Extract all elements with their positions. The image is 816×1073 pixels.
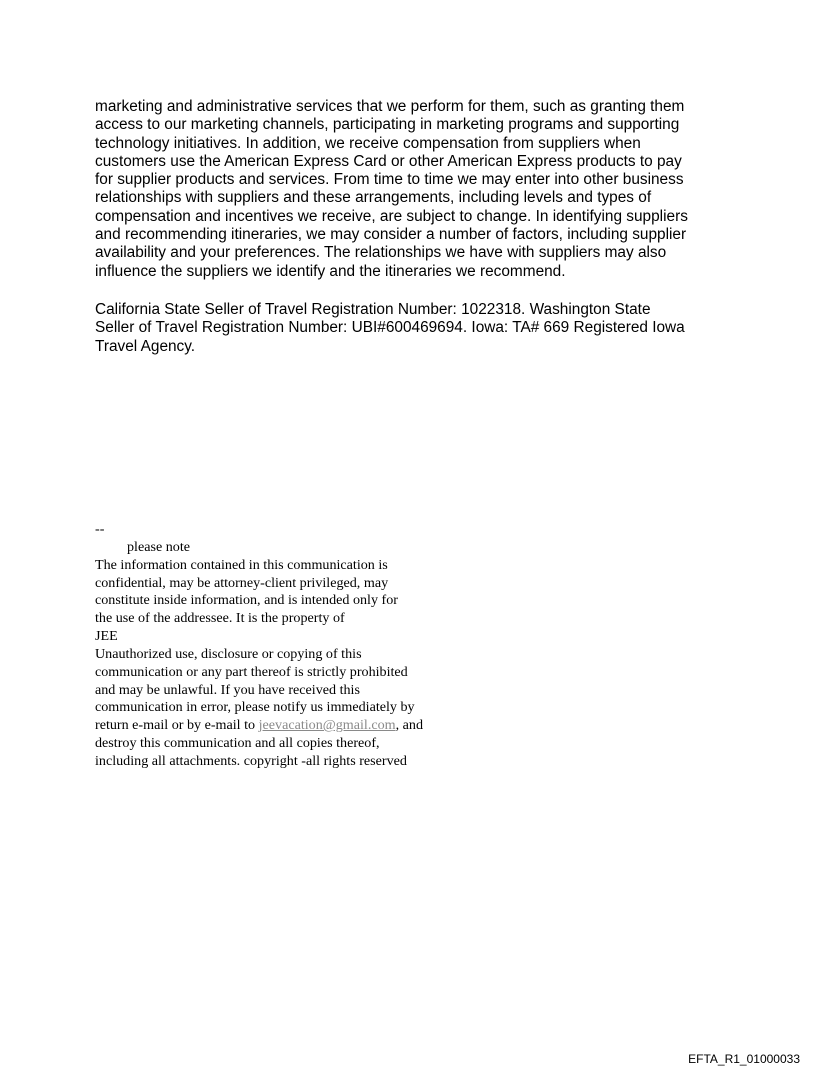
- notice-line: JEE: [95, 628, 118, 645]
- email-line-prefix: return e-mail or by e-mail to: [95, 717, 259, 734]
- paragraph-line: for supplier products and services. From time to time we may enter into other business: [95, 171, 684, 189]
- paragraph-line: Travel Agency.: [95, 337, 196, 355]
- notice-line: communication or any part thereof is strictly prohibited: [95, 663, 408, 680]
- notice-line: constitute inside information, and is intended only for: [95, 592, 398, 609]
- paragraph-line: customers use the American Express Card or other American Express products to pay: [95, 152, 682, 170]
- notice-heading: please note: [127, 538, 191, 555]
- paragraph-line: California State Seller of Travel Registration Number: 1022318. Washington State: [95, 301, 651, 318]
- notice-line: and may be unlawful. If you have received this: [95, 681, 360, 698]
- paragraph-line: influence the suppliers we identify and the itineraries we recommend.: [95, 262, 566, 280]
- email-link[interactable]: jeevacation@gmail.com: [258, 717, 396, 734]
- paragraph-line: technology initiatives. In addition, we receive compensation from suppliers when: [95, 134, 641, 152]
- disclosure-paragraph: [95, 98, 745, 281]
- notice-line: destroy this communication and all copies thereof,: [95, 735, 380, 752]
- paragraph-line: and recommending itineraries, we may consider a number of factors, including supplier: [95, 226, 687, 244]
- notice-line: the use of the addressee. It is the property of: [95, 610, 345, 627]
- paragraph-line: marketing and administrative services that we perform for them, such as granting them: [95, 98, 685, 115]
- signature-separator: --: [95, 521, 105, 537]
- paragraph-line: relationships with suppliers and these arrangements, including levels and types of: [95, 189, 652, 207]
- notice-line: confidential, may be attorney-client privileged, may: [95, 574, 389, 591]
- notice-line: Unauthorized use, disclosure or copying of this: [95, 645, 362, 662]
- paragraph-line: Seller of Travel Registration Number: UBI#600469694. Iowa: TA# 669 Registered Iowa: [95, 319, 685, 337]
- paragraph-line: access to our marketing channels, participating in marketing programs and supporting: [95, 116, 680, 134]
- notice-email-line: [95, 717, 515, 735]
- bates-number: EFTA_R1_01000033: [688, 1052, 800, 1066]
- paragraph-line: compensation and incentives we receive, are subject to change. In identifying suppliers: [95, 207, 688, 225]
- registration-paragraph: [95, 301, 745, 356]
- notice-line: including all attachments. copyright -all rights reserved: [95, 752, 407, 769]
- notice-line: communication in error, please notify us immediately by: [95, 699, 415, 716]
- notice-line: The information contained in this communication is: [95, 556, 388, 573]
- email-line-suffix: , and: [395, 717, 424, 734]
- confidentiality-notice: [95, 521, 515, 771]
- paragraph-line: availability and your preferences. The relationships we have with suppliers may also: [95, 244, 667, 262]
